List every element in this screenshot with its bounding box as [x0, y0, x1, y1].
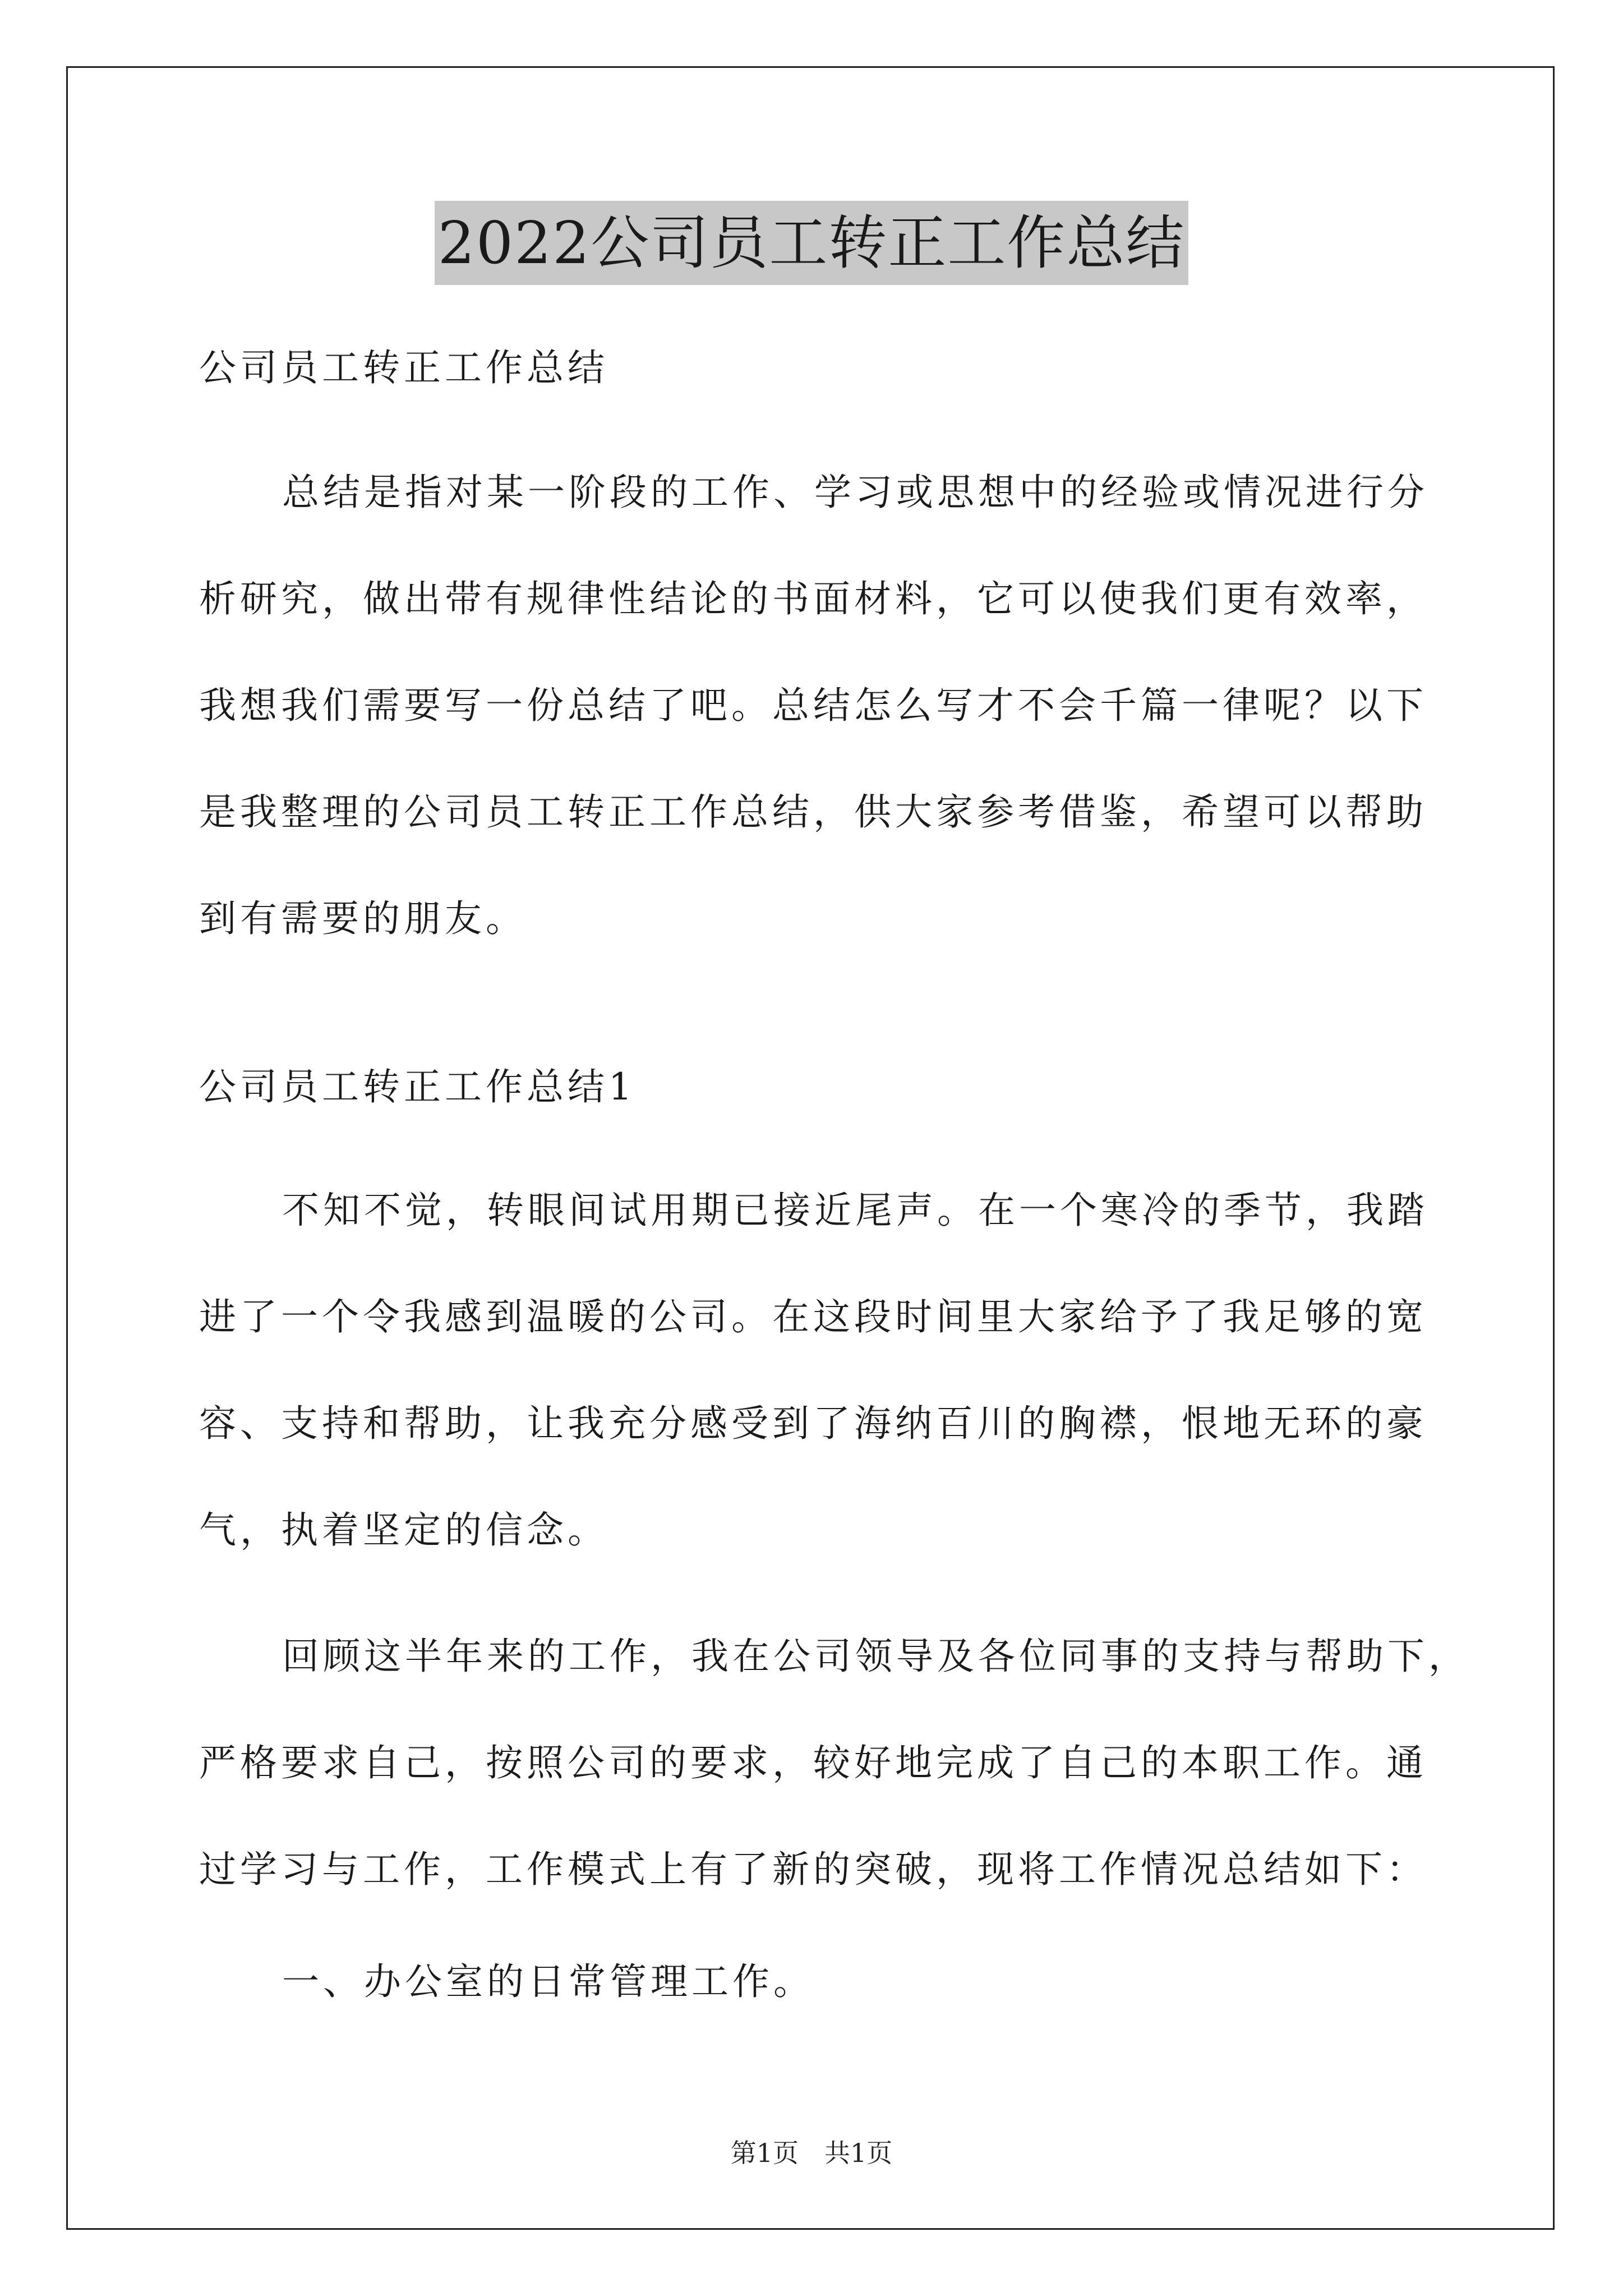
document-subtitle-block: [199, 341, 1469, 395]
title-area: [0, 201, 1623, 285]
intro-line: 到有需要的朋友。: [199, 897, 527, 940]
page-footer: [0, 2136, 1623, 2170]
intro-paragraph: [199, 466, 1469, 946]
paragraph-line: 过学习与工作，工作模式上有了新的突破，现将工作情况总结如下：: [199, 1848, 1427, 1891]
intro-line: 是我整理的公司员工转正工作总结，供大家参考借鉴，希望可以帮助: [199, 790, 1427, 834]
paragraph-line: 容、支持和帮助，让我充分感受到了海纳百川的胸襟，恨地无环的豪: [199, 1402, 1427, 1445]
item-1-block: [199, 1955, 1469, 2009]
document-subtitle: 公司员工转正工作总结: [199, 346, 608, 389]
paragraph-line: 不知不觉，转眼间试用期已接近尾声。在一个寒冷的季节，我踏: [282, 1189, 1428, 1232]
page-number-total: 共1页: [824, 2138, 893, 2168]
paragraph-1: [199, 1184, 1469, 1557]
section-heading: 公司员工转正工作总结1: [199, 1065, 636, 1108]
document-title: 2022公司员工转正工作总结: [435, 201, 1189, 285]
intro-line: 我想我们需要写一份总结了吧。总结怎么写才不会千篇一律呢？以下: [199, 684, 1427, 727]
paragraph-line: 进了一个令我感到温暖的公司。在这段时间里大家给予了我足够的宽: [199, 1295, 1427, 1338]
paragraph-line: 气，执着坚定的信念。: [199, 1508, 608, 1552]
intro-line: 总结是指对某一阶段的工作、学习或思想中的经验或情况进行分: [282, 471, 1428, 514]
page-number-current: 第1页: [730, 2138, 799, 2168]
paragraph-line: 严格要求自己，按照公司的要求，较好地完成了自己的本职工作。通: [199, 1741, 1427, 1784]
paragraph-line: 回顾这半年来的工作，我在公司领导及各位同事的支持与帮助下，: [282, 1635, 1469, 1678]
intro-line: 析研究，做出带有规律性结论的书面材料，它可以使我们更有效率，: [199, 577, 1427, 620]
list-item: 一、办公室的日常管理工作。: [282, 1960, 814, 2003]
section-heading-block: [199, 1060, 1469, 1114]
paragraph-2: [199, 1630, 1469, 1897]
